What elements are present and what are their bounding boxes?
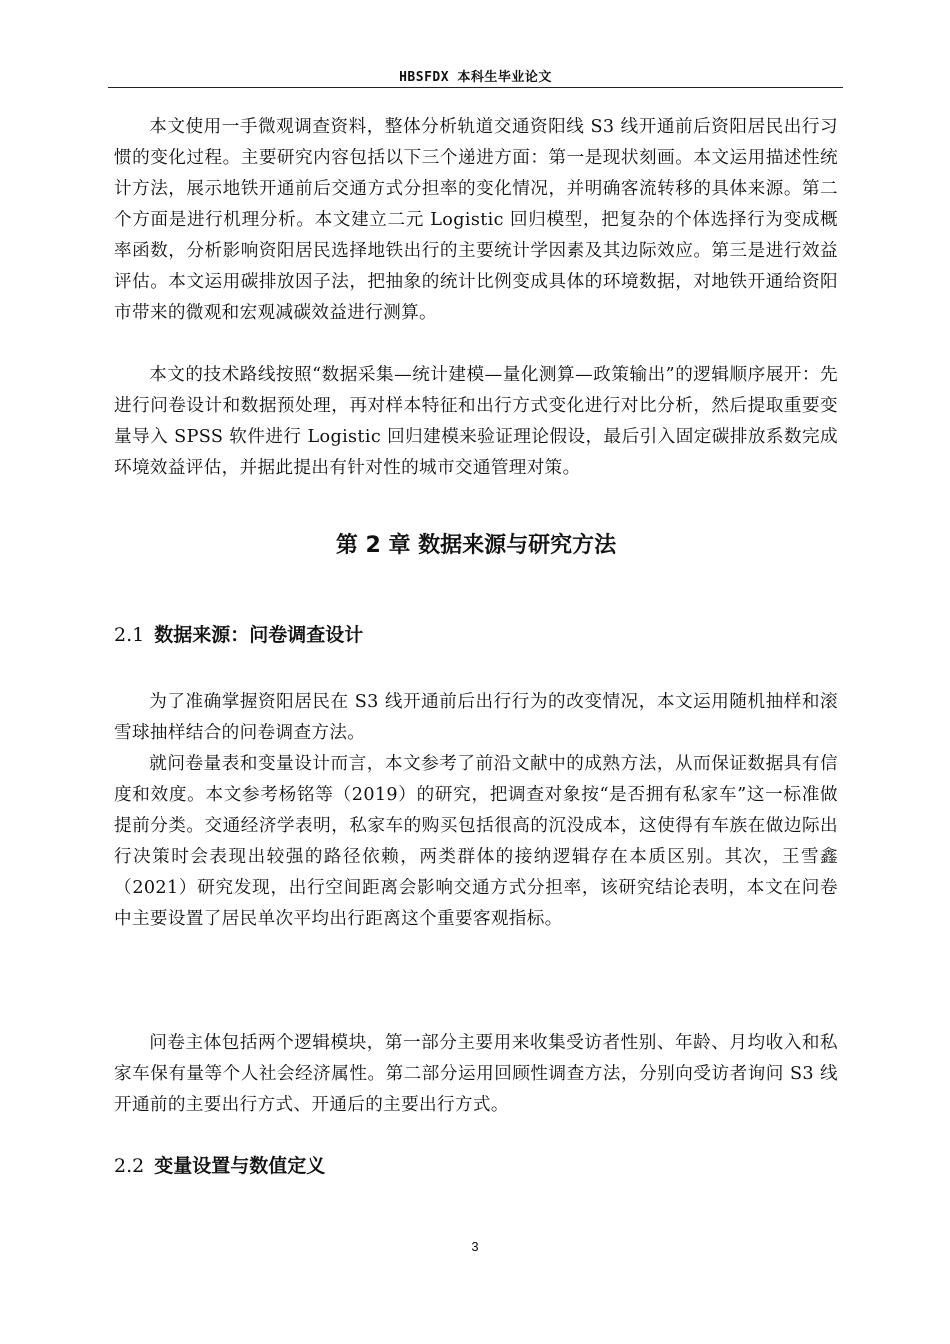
chapter-title: 第 2 章 数据来源与研究方法 [335,533,617,558]
section-heading-2-1 [114,620,838,647]
intro-paragraph-1: 本文使用一手微观调查资料，整体分析轨道交通资阳线 S3 线开通前后资阳居民出行习惯的变化过程。主要研究内容包括以下三个递进方面：第一是现状刻画。本文运用描述性统计方法，展示地铁开通前后交通方式分担率的变化情况，并明确客流转移的具体来源。第二个方面是进行机理分析。本文建立二元 Logistic 回归模型，把复杂的个体选择行为变成概率函数，分析影响资阳居民选择地铁出行的主要统计学因素及其边际效应。第三是进行效益评估。本文运用碳排放因子法，把抽象的统计比例变成具体的环境数据，对地铁开通给资阳市带来的微观和宏观减碳效益进行测算。 [114,117,838,323]
section-number: 2.1 [114,624,145,646]
section-heading-2-2 [114,1151,838,1178]
section-2-1-paragraph-2: 就问卷量表和变量设计而言，本文参考了前沿文献中的成熟方法，从而保证数据具有信度和效度。本文参考杨铭等（2019）的研究，把调查对象按“是否拥有私家车”这一标准做提前分类。交通经济学表明，私家车的购买包括很高的沉没成本，这使得有车族在做边际出行决策时会表现出较强的路径依赖，两类群体的接纳逻辑存在本质区别。其次，王雪鑫（2021）研究发现，出行空间距离会影响交通方式分担率，该研究结论表明，本文在问卷中主要设置了居民单次平均出行距离这个重要客观指标。 [114,754,838,929]
section-number: 2.2 [114,1155,145,1177]
section-title: 变量设置与数值定义 [154,1155,326,1177]
section-title: 数据来源：问卷调查设计 [154,624,364,646]
intro-paragraph-2: 本文的技术路线按照“数据采集—统计建模—量化测算—政策输出”的逻辑顺序展开：先进行问卷设计和数据预处理，再对样本特征和出行方式变化进行对比分析，然后提取重要变量导入 SPSS 软件进行 Logistic 回归建模来验证理论假设，最后引入固定碳排放系数完成环境效益评估，并据此提出有针对性的城市交通管理对策。 [114,365,838,478]
header-rule [108,87,843,88]
running-header: HBSFDX 本科生毕业论文 [399,70,552,85]
section-2-1-paragraph-3: 问卷主体包括两个逻辑模块，第一部分主要用来收集受访者性别、年龄、月均收入和私家车保有量等个人社会经济属性。第二部分运用回顾性调查方法，分别向受访者询问 S3 线开通前的主要出行方式、开通后的主要出行方式。 [114,1033,838,1115]
page-number: 3 [471,1239,479,1254]
section-2-1-paragraph-1: 为了准确掌握资阳居民在 S3 线开通前后出行行为的改变情况，本文运用随机抽样和滚雪球抽样结合的问卷调查方法。 [114,692,838,743]
